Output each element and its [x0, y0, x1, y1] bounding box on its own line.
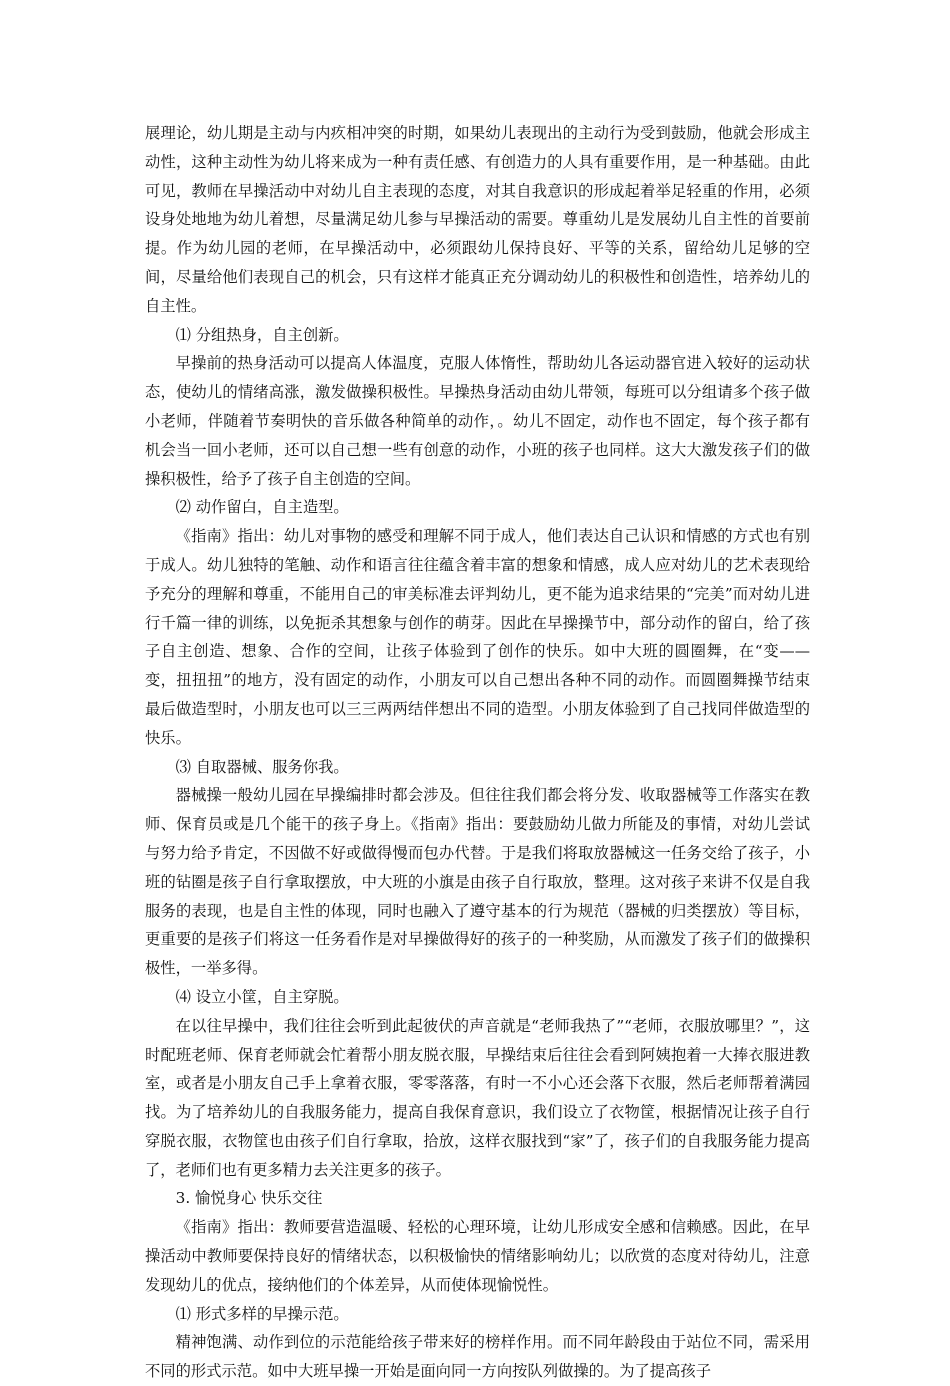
document-body: [145, 119, 810, 1386]
heading-action-blank: ⑵ 动作留白，自主造型。: [175, 498, 349, 517]
paragraph-warmup: 早操前的热身活动可以提高人体温度，克服人体惰性，帮助幼儿各运动器官进入较好的运动状态，使幼儿的情绪高涨，激发做操积极性。早操热身活动由幼儿带领，每班可以分组请多个孩子做小老师，伴随着节奏明快的音乐做各种简单的动作，。幼儿不固定，动作也不固定，每个孩子都有机会当一回小老师，还可以自己想一些有创意的动作，小班的孩子也同样。这大大激发孩子们的做操积极性，给予了孩子自主创造的空间。: [145, 354, 810, 488]
paragraph-action-blank: 《指南》指出：幼儿对事物的感受和理解不同于成人，他们表达自己认识和情感的方式也有别于成人。幼儿独特的笔触、动作和语言往往蕴含着丰富的想象和情感，成人应对幼儿的艺术表现给予充分的理解和尊重，不能用自己的审美标准去评判幼儿，更不能为追求结果的“完美”而对幼儿进行千篇一律的训练，以免扼杀其想象与创作的萌芽。因此在早操操节中，部分动作的留白，给了孩子自主创造、想象、合作的空间，让孩子体验到了创作的快乐。如中大班的圆圈舞，在“变——变，扭扭扭”的地方，没有固定的动作，小朋友可以自己想出各种不同的动作。而圆圈舞操节结束最后做造型时，小朋友也可以三三两两结伴想出不同的造型。小朋友体验到了自己找同伴做造型的快乐。: [145, 527, 810, 747]
paragraph-demonstration: 精神饱满、动作到位的示范能给孩子带来好的榜样作用。而不同年龄段由于站位不同，需采用不同的形式示范。如中大班早操一开始是面向同一方向按队列做操的。为了提高孩子: [145, 1333, 810, 1381]
paragraph-intro-continued: 展理论，幼儿期是主动与内疚相冲突的时期，如果幼儿表现出的主动行为受到鼓励，他就会形成主动性，这种主动性为幼儿将来成为一种有责任感、有创造力的人具有重要作用，是一种基础。由此可见，教师在早操活动中对幼儿自主表现的态度，对其自我意识的形成起着举足轻重的作用，必须设身处地地为幼儿着想，尽量满足幼儿参与早操活动的需要。尊重幼儿是发展幼儿自主性的首要前提。作为幼儿园的老师，在早操活动中，必须跟幼儿保持良好、平等的关系，留给幼儿足够的空间，尽量给他们表现自己的机会，只有这样才能真正充分调动幼儿的积极性和创造性，培养幼儿的自主性。: [145, 124, 810, 315]
heading-demonstration: ⑴ 形式多样的早操示范。: [175, 1304, 349, 1323]
paragraph-joyful: 《指南》指出：教师要营造温暖、轻松的心理环境，让幼儿形成安全感和信赖感。因此，在早操活动中教师要保持良好的情绪状态，以积极愉快的情绪影响幼儿；以欣赏的态度对待幼儿，注意发现幼儿的优点，接纳他们的个体差异，从而使体现愉悦性。: [145, 1218, 810, 1294]
paragraph-basket: 在以往早操中，我们往往会听到此起彼伏的声音就是“老师我热了”“老师，衣服放哪里？”，这时配班老师、保育老师就会忙着帮小朋友脱衣服，早操结束后往往会看到阿姨抱着一大捧衣服进教室，或者是小朋友自己手上拿着衣服，零零落落，有时一不小心还会落下衣服，然后老师帮着满园找。为了培养幼儿的自我服务能力，提高自我保育意识，我们设立了衣物筐，根据情况让孩子自行穿脱衣服，衣物筐也由孩子们自行拿取，拾放，这样衣服找到“家”了，孩子们的自我服务能力提高了，老师们也有更多精力去关注更多的孩子。: [145, 1016, 810, 1179]
paragraph-equipment: 器械操一般幼儿园在早操编排时都会涉及。但往往我们都会将分发、收取器械等工作落实在教师、保育员或是几个能干的孩子身上。《指南》指出：要鼓励幼儿做力所能及的事情，对幼儿尝试与努力给予肯定，不因做不好或做得慢而包办代替。于是我们将取放器械这一任务交给了孩子，小班的钻圈是孩子自行拿取摆放，中大班的小旗是由孩子自行取放，整理。这对孩子来讲不仅是自我服务的表现，也是自主性的体现，同时也融入了遵守基本的行为规范（器械的归类摆放）等目标，更重要的是孩子们将这一任务看作是对早操做得好的孩子的一种奖励，从而激发了孩子们的做操积极性，一举多得。: [145, 786, 810, 978]
heading-equipment: ⑶ 自取器械、服务你我。: [175, 757, 349, 776]
heading-group-warmup: ⑴ 分组热身，自主创新。: [175, 325, 349, 344]
section-heading-joyful: 3. 愉悦身心 快乐交往: [175, 1189, 323, 1208]
heading-basket: ⑷ 设立小筐，自主穿脱。: [175, 987, 349, 1006]
